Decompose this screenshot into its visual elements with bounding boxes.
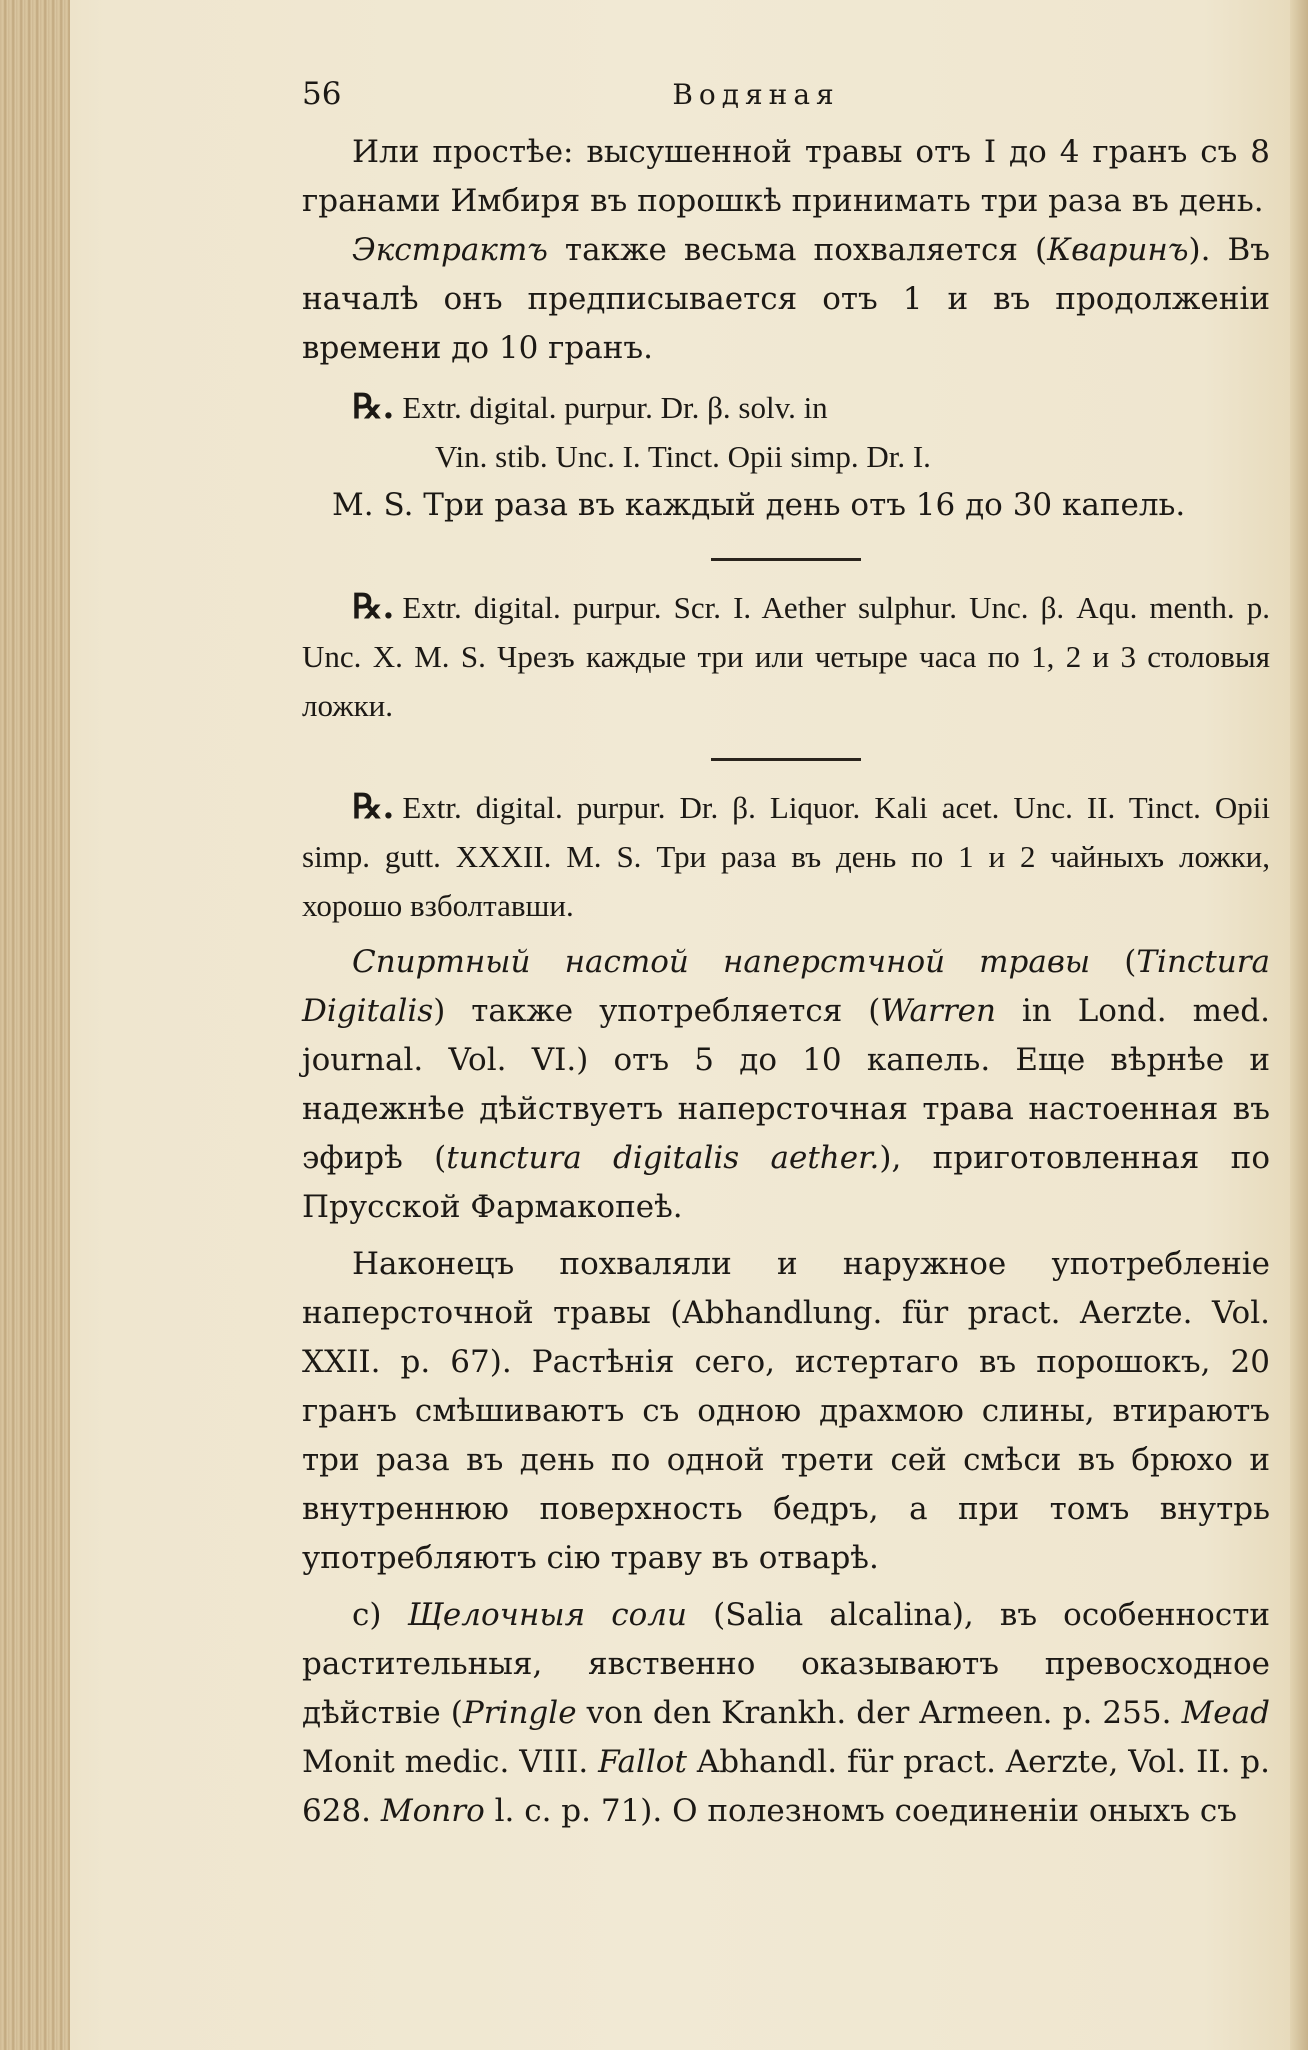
paragraph-extract: Экстрактъ также весьма похваляется (Кваринъ). Въ началѣ онъ предписывается отъ 1 и въ продолженiи времени до 10 гранъ. [302,232,1270,366]
page-number: 56 [302,76,342,112]
author-monro: Monro [380,1793,485,1829]
book-spine-edge [0,0,70,2050]
divider-rule [711,758,861,761]
running-title: Водяная [672,78,840,111]
author-pringle: Pringle [462,1695,577,1731]
paragraph-1: Или простѣе: высушенной травы отъ I до 4 гранъ съ 8 гранами Имбиря въ порошкѣ принимать три раза въ день. [302,134,1270,219]
term-alkaline-salts: Щелочныя соли [407,1597,687,1633]
recipe-icon: ℞. [352,787,395,827]
recipe-icon: ℞. [352,587,395,627]
page-right-edge [1290,0,1308,2050]
term-extract: Экстрактъ [352,232,548,268]
author-mead: Mead [1181,1695,1270,1731]
paragraph-tincture: Спиртный настой наперстчной травы (Tinctura Digitalis) также употребляется (Warren in Lond. med. journal. Vol. VI.) отъ 5 до 10 капель. Еще вѣрнѣе и надежнѣе дѣйствуетъ наперсточная трава настоенная въ эфирѣ (tunctura digitalis aether.), приготовленная по Прусской Фармакопеѣ. [302,944,1271,1225]
term-tincture: Спиртный настой наперстчной травы [352,944,1091,980]
recipe-2: ℞. Extr. digital. purpur. Scr. I. Aether sulphur. Unc. β. Aqu. menth. p. Unc. X. M. S. Чрезъ каждые три или четыре часа по 1, 2 и 3 столовыя ложки. [302,587,1270,723]
author-fallot: Fallot [598,1744,687,1780]
recipe-3: ℞. Extr. digital. purpur. Dr. β. Liquor. Kali acet. Unc. II. Tinct. Opii simp. gutt. XXXII. M. S. Три раза въ день по 1 и 2 чайныхъ ложки, хорошо взболтавши. [302,787,1270,923]
page-header [302,70,1270,128]
paragraph-external-use: Наконецъ похваляли и наружное употребленiе наперсточной травы (Abhandlung. für pract. Aerzte. Vol. XXII. p. 67). Растѣнiя сего, истертаго въ порошокъ, 20 гранъ смѣшиваютъ съ одною драхмою слины, втираютъ три раза въ день по одной трети сей смѣси въ брюхо и внутреннюю поверхность бедръ, а при томъ внутрь употребляютъ сiю траву въ отварѣ. [302,1246,1270,1576]
recipe-icon: ℞. [352,387,395,427]
recipe-1: ℞. Extr. digital. purpur. Dr. β. solv. in Vin. stib. Unc. I. Tinct. Opii simp. Dr. I. M. S. Три раза въ каждый день отъ 16 до 30 капель. [332,387,1186,523]
divider-rule [711,558,861,561]
paragraph-alkaline-salts: c) Щелочныя соли (Salia alcalina), въ особенности растительныя, явственно оказываютъ превосходное дѣйствiе (Pringle von den Krankh. der Armeen. p. 255. Mead Monit medic. VIII. Fallot Abhandl. für pract. Aerzte, Vol. II. p. 628. Monro l. c. p. 71). О полезномъ соединенiи оныхъ съ [302,1597,1271,1829]
page-content [302,70,1270,1836]
author-quarin: Кваринъ [1047,232,1189,268]
author-warren: Warren [880,993,996,1029]
